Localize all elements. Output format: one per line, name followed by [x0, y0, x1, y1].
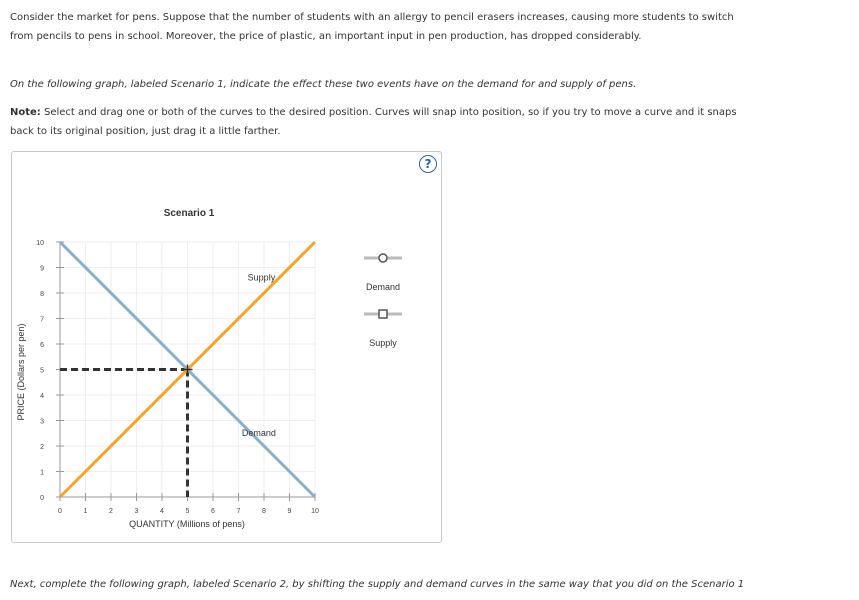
- y-tick-label: 7: [40, 316, 44, 324]
- x-tick-label: 8: [262, 508, 266, 515]
- x-tick-label: 2: [109, 508, 113, 515]
- y-tick-label: 2: [40, 444, 44, 451]
- x-tick-label: 1: [83, 508, 88, 515]
- x-tick-label: 4: [160, 508, 164, 515]
- note-text: Select and drag one or both of the curves to the desired position. Curves will snap into position, so if you try to move a curve and it snaps back to its original position, just drag it a little farther.: [10, 107, 737, 137]
- x-tick-label: 9: [287, 508, 292, 515]
- supply-curve-label: Supply: [247, 272, 276, 283]
- y-tick-label: 8: [40, 291, 44, 298]
- legend-demand-label: Demand: [365, 282, 401, 292]
- x-tick-label: 6: [211, 508, 215, 515]
- y-tick-label: 5: [40, 367, 44, 375]
- x-tick-label: 7: [236, 508, 241, 515]
- x-tick-label: 3: [134, 508, 139, 515]
- y-tick-label: 3: [40, 418, 44, 426]
- y-tick-label: 10: [36, 240, 44, 247]
- y-tick-label: 4: [40, 393, 44, 400]
- x-tick-label: 5: [185, 508, 190, 515]
- x-tick-label: 10: [311, 508, 319, 515]
- help-icon[interactable]: ?: [419, 155, 437, 173]
- y-tick-label: 0: [40, 495, 44, 502]
- legend-supply-label: Supply: [369, 338, 397, 348]
- x-axis-label: QUANTITY (Millions of pens): [129, 519, 245, 529]
- question-intro: Consider the market for pens. Suppose that the number of students with an allergy to pencil erasers increases, causing more students to switch from pencils to pens in school. Moreover, the price of plastic, an important input in pen production, has dropped considerably.: [10, 12, 734, 42]
- y-tick-label: 9: [40, 265, 44, 273]
- note-label: Note:: [10, 107, 41, 118]
- y-tick-label: 6: [40, 342, 44, 349]
- legend-demand-handle[interactable]: [379, 254, 387, 262]
- y-tick-label: 1: [40, 469, 44, 477]
- legend-supply-handle[interactable]: [379, 310, 387, 318]
- legend: [364, 254, 402, 348]
- next-instruction: Next, complete the following graph, labeled Scenario 2, by shifting the supply and demand curves in the same way that you did on the Scenario 1: [10, 579, 745, 590]
- question-instruction: On the following graph, labeled Scenario 1, indicate the effect these two events have on the demand for and supply of pens.: [10, 79, 637, 90]
- chart-title: Scenario 1: [163, 208, 215, 219]
- y-axis-label: PRICE (Dollars per pen): [16, 323, 26, 421]
- demand-curve-label: Demand: [241, 427, 276, 438]
- x-tick-label: 0: [58, 508, 62, 515]
